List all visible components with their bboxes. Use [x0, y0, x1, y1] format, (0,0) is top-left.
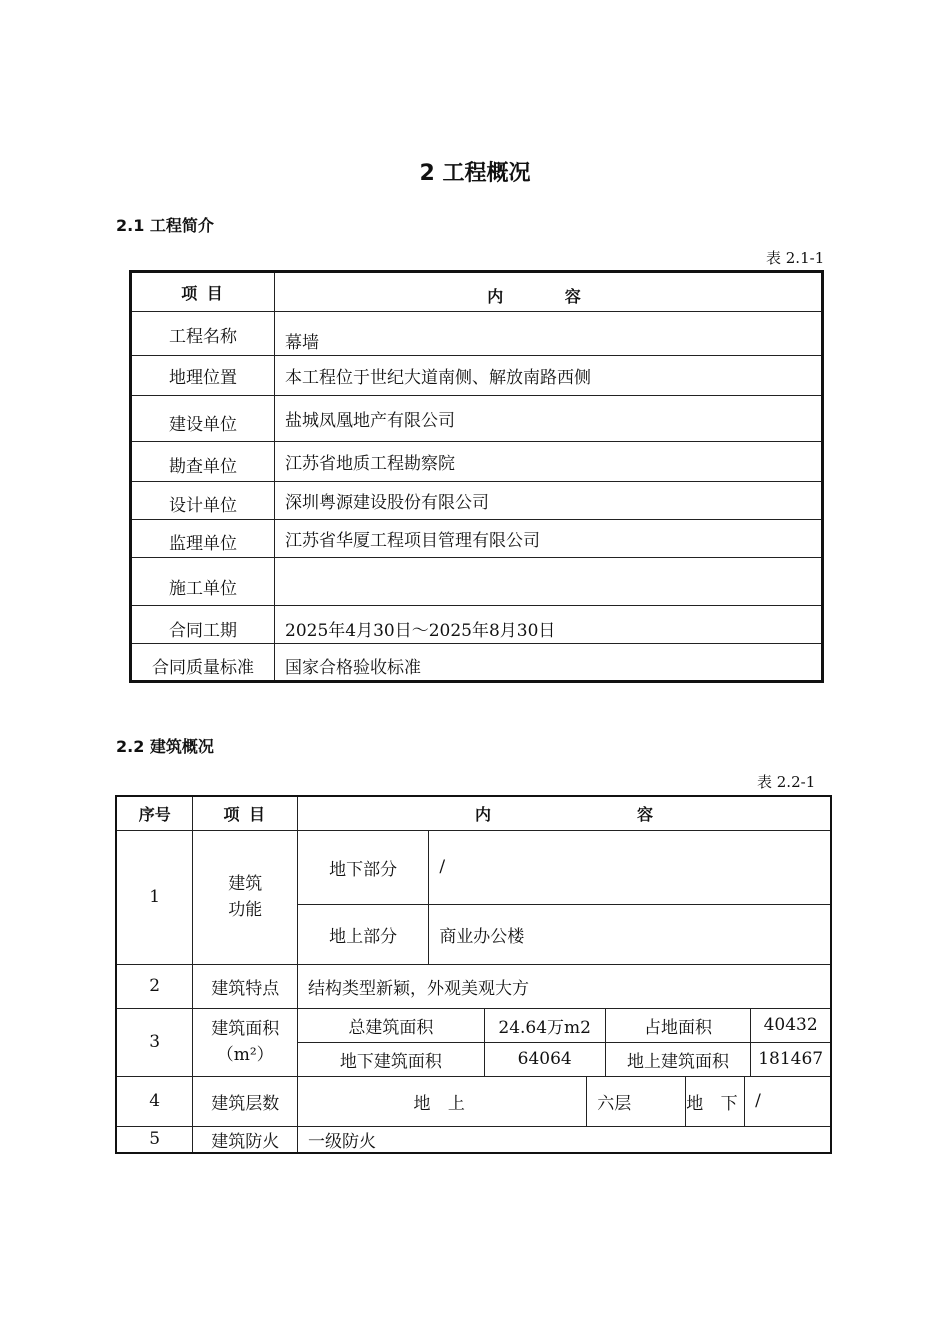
- table-row: [116, 1008, 831, 1042]
- row-no: 1: [116, 830, 193, 964]
- row-label: 监理单位: [131, 520, 275, 558]
- table-row: [131, 482, 823, 520]
- table-row: [131, 356, 823, 396]
- table-number-2: 表 2.2-1: [757, 773, 816, 791]
- header-item: 项 目: [131, 272, 275, 312]
- table-header-row: [116, 796, 831, 830]
- row-value: 江苏省华厦工程项目管理有限公司: [275, 520, 823, 558]
- row-label: 设计单位: [131, 482, 275, 520]
- table-number-1: 表 2.1-1: [766, 249, 825, 267]
- row-no: 5: [116, 1126, 193, 1153]
- row-value: 江苏省地质工程勘察院: [275, 442, 823, 482]
- row-value: 本工程位于世纪大道南侧、解放南路西侧: [275, 356, 823, 396]
- area-label: 地下建筑面积: [298, 1042, 485, 1076]
- row-label: 地理位置: [131, 356, 275, 396]
- header-content: 内 容: [275, 272, 823, 312]
- row-item: 建筑面积 （m²）: [193, 1008, 298, 1076]
- table-row: [116, 964, 831, 1008]
- table-row: [131, 644, 823, 682]
- row-value: 幕墙: [275, 312, 823, 356]
- row-label: 施工单位: [131, 558, 275, 606]
- row-label: 勘查单位: [131, 442, 275, 482]
- table-row: [131, 396, 823, 442]
- area-value: 24.64万m2: [484, 1008, 605, 1042]
- row-no: 3: [116, 1008, 193, 1076]
- floors-below-value: /: [745, 1076, 831, 1126]
- project-intro-table: [129, 270, 824, 683]
- row-no: 2: [116, 964, 193, 1008]
- section-heading-building-overview: 2.2 建筑概况: [116, 737, 214, 756]
- area-value: 181467: [751, 1042, 831, 1076]
- row-item: 建筑特点: [193, 964, 298, 1008]
- table-header-row: [131, 272, 823, 312]
- row-label: 合同工期: [131, 606, 275, 644]
- table-row: [116, 1076, 831, 1126]
- sub-label: 地上部分: [298, 904, 429, 964]
- header-no: 序号: [116, 796, 193, 830]
- table-row: [131, 312, 823, 356]
- header-item: 项 目: [193, 796, 298, 830]
- row-no: 4: [116, 1076, 193, 1126]
- table-row: [131, 442, 823, 482]
- sub-label: 地下部分: [298, 830, 429, 904]
- floors-above-value: 六层: [587, 1076, 685, 1126]
- table-row: [131, 520, 823, 558]
- row-value: 深圳粤源建设股份有限公司: [275, 482, 823, 520]
- row-item: 建筑 功能: [193, 830, 298, 964]
- area-label: 总建筑面积: [298, 1008, 485, 1042]
- floors-above-label: 地 上: [298, 1076, 587, 1126]
- page-title: 2 工程概况: [419, 161, 531, 186]
- row-value: 结构类型新颖，外观美观大方: [298, 964, 831, 1008]
- row-label: 合同质量标准: [131, 644, 275, 682]
- row-item: 建筑防火: [193, 1126, 298, 1153]
- row-value: [275, 558, 823, 606]
- table-row: [131, 558, 823, 606]
- row-value: 2025年4月30日～2025年8月30日: [275, 606, 823, 644]
- row-value: 国家合格验收标准: [275, 644, 823, 682]
- section-heading-project-intro: 2.1 工程简介: [116, 216, 214, 235]
- area-value: 40432: [751, 1008, 831, 1042]
- floors-below-label: 地 下: [685, 1076, 744, 1126]
- header-content: 内 容: [298, 796, 831, 830]
- sub-value: 商业办公楼: [429, 904, 831, 964]
- table-row: [116, 1126, 831, 1153]
- area-label: 地上建筑面积: [605, 1042, 751, 1076]
- row-label: 建设单位: [131, 396, 275, 442]
- row-item: 建筑层数: [193, 1076, 298, 1126]
- table-row: [131, 606, 823, 644]
- area-label: 占地面积: [605, 1008, 751, 1042]
- table-row: [116, 830, 831, 904]
- row-value: 盐城凤凰地产有限公司: [275, 396, 823, 442]
- area-value: 64064: [484, 1042, 605, 1076]
- building-overview-table: [115, 795, 832, 1154]
- row-label: 工程名称: [131, 312, 275, 356]
- sub-value: /: [429, 830, 831, 904]
- row-value: 一级防火: [298, 1126, 831, 1153]
